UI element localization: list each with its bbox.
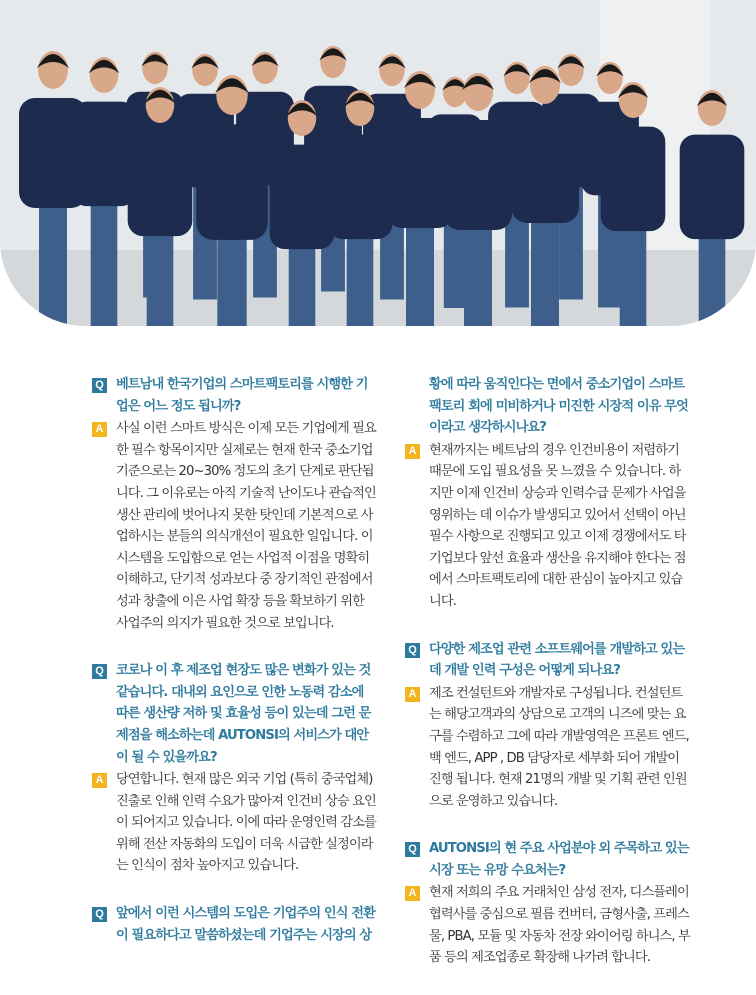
question-badge: Q: [405, 842, 420, 857]
question-badge: Q: [92, 378, 107, 393]
answer-badge: A: [405, 687, 420, 702]
person-shirt: [270, 145, 335, 250]
answer-1: [92, 418, 378, 634]
answer-2: [92, 769, 378, 877]
qa-block-3-start: [92, 903, 378, 946]
person-shirt: [444, 120, 512, 230]
answer-badge: A: [405, 444, 420, 459]
answer-3-text: 현재까지는 베트남의 경우 인건비용이 저렴하기 때문에 도입 필요성을 못 느꼈을 수 있습니다. 하지만 이제 인건비 상승과 인력수급 문제가 사업을 영위하는 데 이슈가 발생되고 있어서 선택이 아닌 필수 사항으로 진행되고 있고 이제 경쟁에서도 타 기업보다 앞선 효율과 생산을 유지해야 한다는 점에서 스마트팩토리에 대한 관심이 높아지고 있습니다.: [429, 442, 686, 609]
question-3-text-part2: 황에 따라 움직인다는 면에서 중소기업이 스마트 팩토리 회에 미비하거나 미진한 시장적 이유 무엇이라고 생각하시나요?: [429, 377, 688, 436]
answer-5-text: 현재 저희의 주요 거래처인 삼성 전자, 디스플레이 협력사를 중심으로 필름 컨버터, 금형사출, 프레스물, PBA, 모듈 및 자동차 전장 와이어링 하니스, 부품 등의 제조업종로 확장해 나가려 합니다.: [429, 885, 690, 966]
answer-1-text: 사실 이런 스마트 방식은 이제 모든 기업에게 필요한 필수 항목이지만 실제로는 현재 한국 중소기업 기준으로는 20~30% 정도의 초기 단계로 판단됩니다. 그 이유로는 아직 기술적 난이도나 관습적인 생산 관리에 벗어나지 못한 탓인데 기본적으로 사업하시는 분들의 의식개선이 필요한 일입니다. 이 시스템을 도입함으로 얻는 사업적 이점을 명확히 이해하고, 단기적 성과보다 중 장기적인 관점에서 성과 창출에 이은 사업 확장 등을 확보하기 위한 사업주의 의지가 필요한 것으로 보입니다.: [116, 421, 376, 631]
team-photo-illustration: [0, 0, 756, 326]
qa-block-4: [405, 639, 691, 813]
question-badge: Q: [92, 907, 107, 922]
left-column: [92, 374, 378, 972]
qa-block-3-end: [405, 374, 691, 613]
question-5: [405, 838, 691, 881]
question-badge: Q: [92, 664, 107, 679]
answer-3: [405, 440, 691, 613]
question-2-text: 코로나 이 후 제조업 현장도 많은 변화가 있는 것 같습니다. 대내외 요인으로 인한 노동력 감소에 따른 생산량 저하 및 효율성 등이 있는데 그런 문제점을 해소하는데 AUTONSI의 서비스가 대안이 될 수 있을까요?: [116, 663, 371, 765]
question-4: [405, 639, 691, 682]
question-1-text: 베트남내 한국기업의 스마트팩토리를 시행한 기업은 어느 정도 됩니까?: [116, 377, 368, 414]
person-shirt: [511, 113, 579, 223]
person-shirt: [601, 127, 666, 232]
right-column: [405, 374, 691, 995]
question-3: [92, 903, 378, 946]
team-photo: [0, 0, 756, 326]
question-4-text: 다양한 제조업 관련 소프트웨어를 개발하고 있는데 개발 인력 구성은 어떻게 되나요?: [429, 641, 685, 679]
answer-4-text: 제조 컨설턴트와 개발자로 구성됩니다. 컨설턴트는 해당고객과의 상담으로 고객의 니즈에 맞는 요구를 수렴하고 그에 따라 개발영역은 프론트 엔드, 백 엔드, APP , DB 담당자로 세부화 되어 개발이 진행 됩니다. 현재 21명의 개발 및 기획 관련 인원으로 운영하고 있습니다.: [429, 685, 689, 809]
qa-block-1: [92, 374, 378, 634]
answer-badge: A: [92, 773, 107, 788]
answer-2-text: 당연합니다. 현재 많은 외국 기업 (특히 중국업체) 진출로 인해 인력 수요가 많아져 인건비 상승 요인이 되어지고 있습니다. 이에 따라 운영인력 감소를 위해 전산 자동화의 도입이 더욱 시급한 실정이라는 인식이 점차 높아지고 있습니다.: [116, 772, 376, 874]
person-shirt: [128, 132, 193, 237]
qa-block-5: [405, 838, 691, 969]
answer-badge: A: [405, 886, 420, 901]
answer-4: [405, 683, 691, 813]
question-1: [92, 374, 378, 417]
person-shirt: [196, 124, 267, 239]
person-shirt: [72, 102, 137, 207]
answer-5: [405, 882, 691, 968]
qa-block-2: [92, 660, 378, 877]
person-shirt: [680, 135, 745, 240]
question-3-text-part1: 앞에서 이런 시스템의 도입은 기업주의 인식 전환이 필요하다고 말씀하셨는데 기업주는 시장의 상: [116, 906, 375, 943]
person-shirt: [386, 118, 454, 228]
question-badge: Q: [405, 643, 420, 658]
question-5-text: AUTONSI의 현 주요 사업분야 외 주목하고 있는 시장 또는 유망 수요처는?: [429, 841, 689, 878]
answer-badge: A: [92, 422, 107, 437]
person-shirt: [328, 135, 393, 240]
question-2: [92, 660, 378, 768]
